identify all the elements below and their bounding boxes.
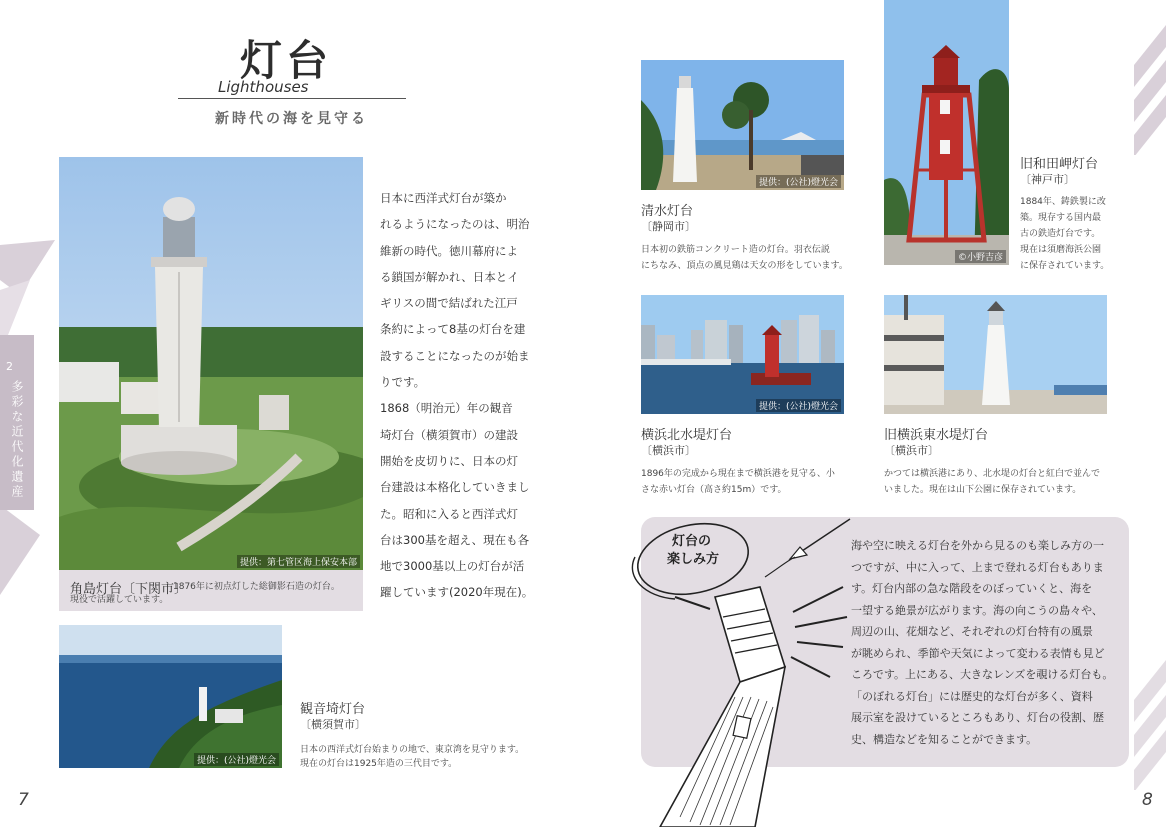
enjoy-line: 「のぼれる灯台」には歴史的な灯台が多く、資料	[851, 689, 1093, 703]
intro-line: 設することになったのが始ま	[380, 348, 530, 363]
tsunoshima-title: 角島灯台〔下関市〕	[70, 582, 188, 597]
page-title: 灯台	[240, 36, 333, 85]
enjoy-line: 展示室を設けているところもあり、灯台の役割、歴	[851, 711, 1104, 724]
intro-line: 維新の時代。徳川幕府によ	[380, 243, 518, 258]
kannonzaki-photo-credit: 提供：(公社)燈光会	[194, 753, 279, 766]
yokohama-north-location: 〔横浜市〕	[641, 444, 696, 457]
wadamisaki-caption-line: 古の鉄造灯台です。	[1020, 229, 1101, 239]
tsunoshima-caption-1: 1876年に初点灯した総御影石造の灯台。	[173, 582, 340, 592]
intro-line: れるようになったのは、明治	[380, 217, 530, 232]
intro-line: ギリスの間で結ばれた江戸	[380, 296, 518, 311]
enjoy-line: ころです。上にある、大きなレンズを覗ける灯台も。	[851, 668, 1114, 681]
enjoy-line: つですが、中に入って、上まで登れる灯台もありま	[851, 560, 1104, 574]
yokohama-north-caption-1: 1896年の完成から現在まで横浜港を見守る、小	[641, 469, 835, 479]
yokohama-north-title: 横浜北水堤灯台	[641, 428, 733, 443]
chapter-label: 多彩な近代化遺産	[10, 380, 24, 500]
tsunoshima-caption-2: 現役で活躍しています。	[70, 595, 169, 605]
intro-line: 条約によって8基の灯台を建	[380, 322, 526, 337]
shimizu-caption-2: にちなみ、頂点の風見鶏は天女の形をしています。	[641, 261, 848, 271]
enjoy-heading-line-2: 楽しみ方	[667, 552, 720, 567]
wadamisaki-title: 旧和田岬灯台	[1020, 157, 1099, 172]
yokohama-north-lighthouse-photo	[641, 295, 844, 414]
tsunoshima-photo-credit: 提供：第七管区海上保安本部	[237, 555, 360, 568]
enjoy-line: 一望する絶景が広がります。海の向こうの島々や、	[851, 603, 1103, 617]
page-subtitle: 新時代の海を見守る	[215, 111, 368, 127]
intro-line: 1868（明治元）年の観音	[380, 401, 513, 416]
kannonzaki-location: 〔横須賀市〕	[300, 718, 366, 731]
intro-line: 埼灯台（横須賀市）の建設	[380, 427, 518, 442]
enjoy-line: す。灯台内部の急な階段をのぼっていくと、海を	[851, 582, 1093, 595]
shimizu-caption-1: 日本初の鉄筋コンクリート造の灯台。羽衣伝説	[641, 245, 830, 255]
yokohama-east-caption-2: いました。現在は山下公園に保存されています。	[884, 485, 1082, 495]
yokohama-east-caption-1: かつては横浜港にあり、北水堤の灯台と紅白で並んで	[884, 469, 1101, 479]
intro-line: 日本に西洋式灯台が築か	[380, 191, 507, 205]
yokohama-east-lighthouse-photo	[884, 295, 1107, 414]
enjoy-heading-line-1: 灯台の	[672, 534, 712, 549]
tsunoshima-lighthouse-photo	[59, 157, 363, 570]
enjoy-line: 史、構造などを知ることができます。	[851, 732, 1038, 746]
intro-line: 開始を皮切りに、日本の灯	[380, 453, 518, 468]
title-divider	[178, 98, 406, 99]
shimizu-lighthouse-photo	[641, 60, 844, 190]
wadamisaki-caption	[1020, 194, 1140, 274]
right-edge-decoration	[1130, 25, 1166, 155]
yokohama-east-title: 旧横浜東水堤灯台	[884, 428, 989, 443]
wadamisaki-caption-line: 築。現存する国内最	[1020, 213, 1102, 223]
enjoy-line: 海や空に映える灯台を外から見るのも楽しみ方の一	[851, 539, 1104, 552]
kannonzaki-caption-2: 現在の灯台は1925年造の三代目です。	[300, 759, 458, 769]
enjoy-paragraph	[851, 535, 1136, 750]
chapter-number: 2	[6, 360, 13, 373]
yokohama-north-photo-credit: 提供：(公社)燈光会	[756, 399, 841, 412]
intro-line: 地で3000基以上の灯台が活	[380, 559, 525, 574]
wadamisaki-caption-line: 1884年、鋳鉄製に改	[1020, 197, 1106, 207]
intro-line: りです。	[380, 375, 426, 390]
enjoy-line: が眺められ、季節や天気によって変わる表情も見ど	[851, 646, 1105, 660]
page-title-english: Lighthouses	[218, 78, 309, 96]
wadamisaki-caption-line: 現在は須磨海浜公園	[1020, 245, 1102, 255]
intro-line: 台は300基を超え、現在も各	[380, 532, 530, 547]
wadamisaki-lighthouse-photo	[884, 0, 1009, 265]
page-number-left: 7	[18, 790, 29, 810]
wadamisaki-photo-credit: ©小野吉彦	[955, 250, 1006, 263]
intro-line: 台建設は本格化していきまし	[380, 480, 530, 495]
kannonzaki-title: 観音埼灯台	[300, 702, 366, 717]
wadamisaki-caption-line: に保存されています。	[1020, 261, 1110, 271]
intro-line: る鎖国が解かれ、日本とイ	[380, 269, 519, 284]
intro-paragraph	[380, 185, 555, 606]
page-number-right: 8	[1142, 790, 1153, 810]
kannonzaki-lighthouse-photo	[59, 625, 282, 768]
intro-line: た。昭和に入ると西洋式灯	[380, 506, 518, 521]
kannonzaki-caption-1: 日本の西洋式灯台始まりの地で、東京湾を見守ります。	[300, 745, 525, 755]
wadamisaki-location: 〔神戸市〕	[1020, 173, 1075, 186]
shimizu-title: 清水灯台	[641, 204, 694, 219]
shimizu-photo-credit: 提供：(公社)燈光会	[756, 175, 841, 188]
intro-line: 躍しています(2020年現在)。	[380, 585, 534, 600]
yokohama-north-caption-2: さな赤い灯台（高さ約15m）です。	[641, 485, 787, 495]
shimizu-location: 〔静岡市〕	[641, 220, 696, 233]
enjoy-line: 周辺の山、花畑など、それぞれの灯台特有の風景	[851, 625, 1093, 638]
yokohama-east-location: 〔横浜市〕	[884, 444, 939, 457]
lighthouse-sketch-illustration	[615, 517, 855, 827]
